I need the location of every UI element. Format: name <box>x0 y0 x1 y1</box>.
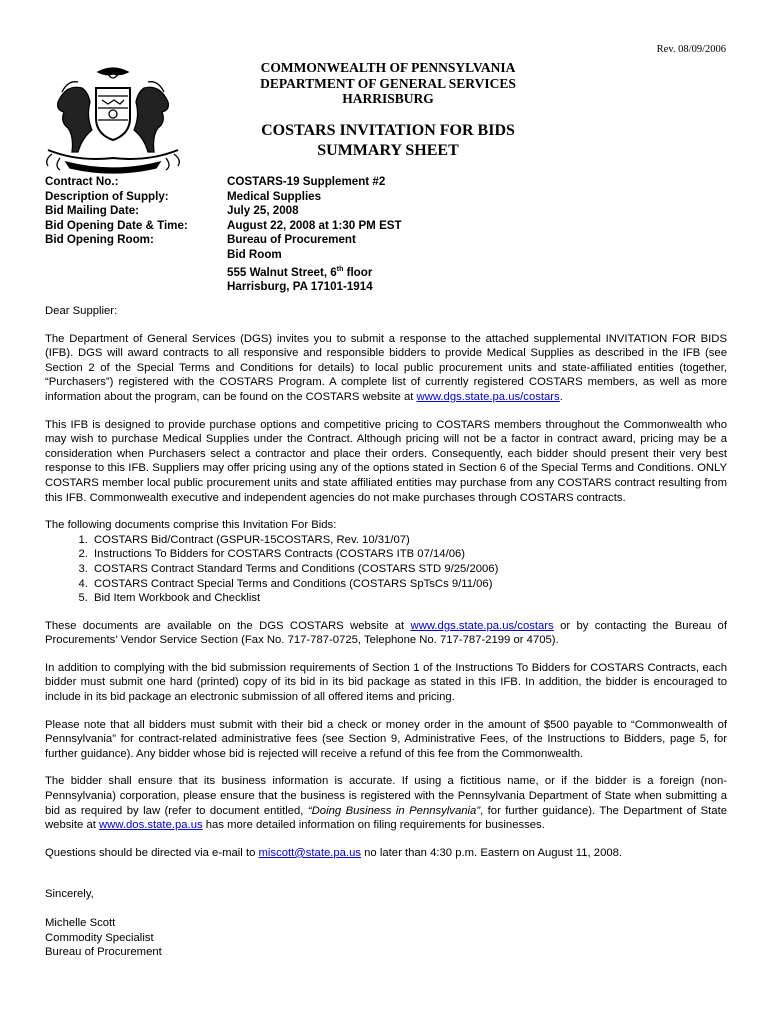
doing-business-title: “Doing Business in Pennsylvania” <box>307 804 481 817</box>
label-opening-date: Bid Opening Date & Time: <box>45 218 188 232</box>
paragraph-questions-text: Questions should be directed via e-mail to <box>45 846 259 859</box>
revision-date: Rev. 08/09/2006 <box>656 44 726 55</box>
value-mailing-date: July 25, 2008 <box>227 204 299 218</box>
pennsylvania-seal-icon <box>38 62 188 174</box>
address-ordinal: th <box>336 265 344 273</box>
label-mailing-date: Bid Mailing Date: <box>45 204 140 218</box>
paragraph-business-text: The bidder shall ensure that its business information is accurate. If using a fictitious name, or if the bidder is a foreign (non-Pennsylvania) corporation, please ensure that the business is registered with the Pennsylvania Department of State when submitting a bid as required by law (refer to document entitled, <box>45 775 727 817</box>
greeting: Dear Supplier: <box>45 305 118 317</box>
address-floor: floor <box>343 265 373 279</box>
value-description: Medical Supplies <box>227 189 322 203</box>
label-contract-no: Contract No.: <box>45 175 119 188</box>
paragraph-availability <box>45 619 727 648</box>
value-room-bureau: Bureau of Procurement <box>227 233 356 247</box>
paragraph-questions <box>45 846 727 861</box>
signature-block <box>45 887 727 959</box>
list-item: 1. COSTARS Bid/Contract (GSPUR-15COSTARS, Rev. 10/31/07) <box>91 533 727 548</box>
letter-body <box>45 304 727 960</box>
signer-title: Commodity Specialist <box>45 931 154 944</box>
paragraph-business-mid: , for further guidance). The Department of State website at <box>45 804 727 832</box>
paragraph-availability-end: or by contacting the Bureau of Procurements’ Vendor Service Section (Fax No. 717-787-0725, Telephone No. 717-787-2199 or 4705). <box>45 619 727 647</box>
header-line-1: COMMONWEALTH OF PENNSYLVANIA <box>260 60 516 75</box>
paragraph-fees: Please note that all bidders must submit with their bid a check or money order in the amount of $500 payable to “Commonwealth of Pennsylvania” for contract-related administrative fees (see Section 9, Administrative Fees, of the Instructions to Bidders, page 5, for further guidance). Any bidder whose bid is rejected will receive a refund of this fee from the Commonwealth. <box>45 718 727 760</box>
signer-name: Michelle Scott <box>45 917 116 929</box>
paragraph-invitation-text: The Department of General Services (DGS) invites you to submit a response to the attached supplemental INVITATION FOR BIDS (IFB). DGS will award contracts to all responsive and responsible bidders to provide Medical Supplies as described in the IFB (see Section 2 of the Special Terms and Conditions for details) to local public procurement units and state-affiliated entities (together, “Purchasers”) registered with the COSTARS Program. A complete list of currently registered COSTARS members, as well as more information about the program, can be found on the COSTARS website at <box>45 332 727 403</box>
header-line-2: DEPARTMENT OF GENERAL SERVICES <box>260 75 516 91</box>
paragraph-invitation-end: . <box>559 390 563 403</box>
list-item: 3. COSTARS Contract Standard Terms and Conditions (COSTARS STD 9/25/2006) <box>91 562 727 577</box>
label-description: Description of Supply: <box>45 189 169 203</box>
agency-header <box>228 60 548 107</box>
list-item: 2. Instructions To Bidders for COSTARS Contracts (COSTARS ITB 07/14/06) <box>91 547 727 562</box>
value-city: Harrisburg, PA 17101-1914 <box>227 280 373 294</box>
value-room-name: Bid Room <box>227 247 282 261</box>
document-title <box>228 121 548 161</box>
email-link[interactable]: miscott@state.pa.us <box>258 846 362 859</box>
paragraph-invitation <box>45 332 727 405</box>
documents-list <box>45 533 727 606</box>
contract-values <box>227 175 402 295</box>
paragraph-submission: In addition to complying with the bid submission requirements of Section 1 of the Instructions To Bidders for COSTARS Contracts, each bidder must submit one hard (printed) copy of its bid in its bid package as stated in this IFB. In addition, the bidder is encouraged to include in its bid package an electronic submission of all offered items and pricing. <box>45 661 727 704</box>
paragraph-availability-text: These documents are available on the DGS COSTARS website at <box>45 619 411 632</box>
paragraph-business-end: has more detailed information on filing requirements for businesses. <box>202 819 545 832</box>
address-street: 555 Walnut Street, 6 <box>227 265 337 279</box>
value-opening-date: August 22, 2008 at 1:30 PM EST <box>227 218 402 232</box>
value-address <box>227 263 402 280</box>
header-line-3: HARRISBURG <box>342 91 434 106</box>
paragraph-purpose: This IFB is designed to provide purchase options and competitive pricing to COSTARS members throughout the Commonwealth who may wish to purchase Medical Supplies under the Contract. Although pricing will not be a factor in contract award, pricing may be a consideration when Purchasers select a contractor and place their orders. Consequently, each bidder should present their very best response to this IFB. Suppliers may offer pricing using any of the options stated in Section 6 of the Special Terms and Conditions. ONLY COSTARS member local public procurement units and state affiliated entities may purchase from any COSTARS contract resulting from this IFB. Commonwealth executive and independent agencies do not make purchases through COSTARS contracts. <box>45 418 727 504</box>
documents-intro: The following documents comprise this Invitation For Bids: <box>45 519 337 532</box>
title-line-1: COSTARS INVITATION FOR BIDS <box>261 122 515 139</box>
label-opening-room: Bid Opening Room: <box>45 233 154 247</box>
value-contract-no: COSTARS-19 Supplement #2 <box>227 175 386 188</box>
dos-website-link[interactable]: www.dos.state.pa.us <box>99 819 203 832</box>
list-item: 4. COSTARS Contract Special Terms and Conditions (COSTARS SpTsCs 9/11/06) <box>91 577 727 592</box>
costars-website-link-2[interactable]: www.dgs.state.pa.us/costars <box>410 619 554 632</box>
title-line-2: SUMMARY SHEET <box>317 142 459 159</box>
signer-org: Bureau of Procurement <box>45 946 162 959</box>
list-item: 5. Bid Item Workbook and Checklist <box>91 591 727 606</box>
closing: Sincerely, <box>45 888 94 901</box>
paragraph-business-info <box>45 774 727 832</box>
contract-labels <box>45 175 188 248</box>
paragraph-questions-end: no later than 4:30 p.m. Eastern on August 11, 2008. <box>361 846 623 859</box>
costars-website-link[interactable]: www.dgs.state.pa.us/costars <box>416 390 560 403</box>
